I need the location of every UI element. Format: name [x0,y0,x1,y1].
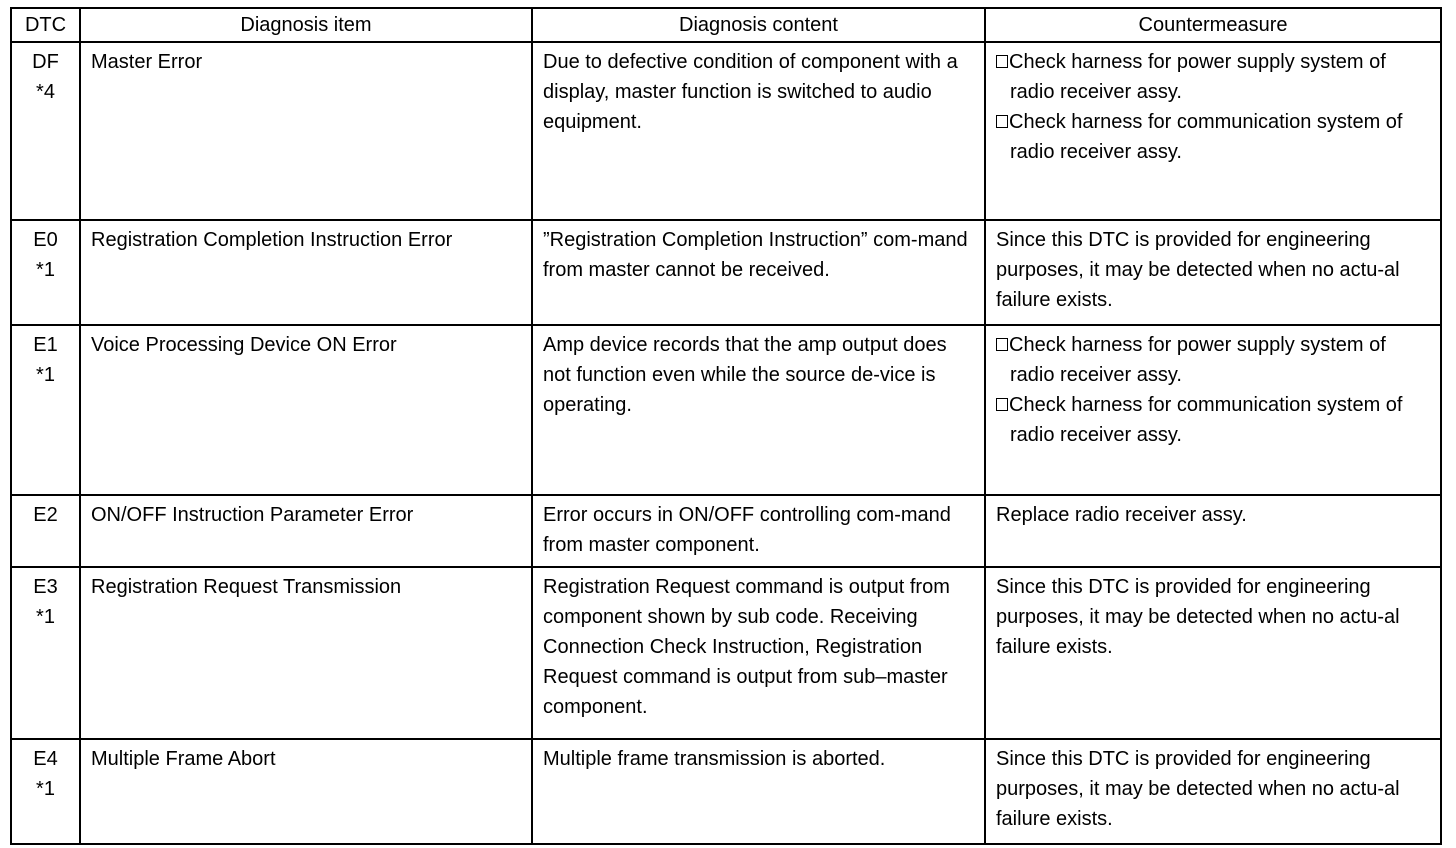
header-dtc: DTC [11,8,80,42]
dtc-cell [11,495,80,567]
dtc-cell [11,42,80,220]
countermeasure-cell: Since this DTC is provided for engineering purposes, it may be detected when no actu-al failure exists. [985,739,1441,844]
dtc-code: E1 [33,334,58,356]
checkbox-square-icon [996,55,1008,68]
diagnosis-item-cell: Multiple Frame Abort [80,739,532,844]
bullet-text: Check harness for power supply system of radio receiver assy. [1009,334,1386,386]
countermeasure-bullet [996,107,1430,167]
table-row [11,325,1441,495]
dtc-cell [11,739,80,844]
dtc-cell [11,325,80,495]
table-row [11,567,1441,739]
table-row [11,42,1441,220]
table-header-row [11,8,1441,42]
countermeasure-cell: Since this DTC is provided for engineering purposes, it may be detected when no actu-al failure exists. [985,220,1441,325]
table-row [11,220,1441,325]
diagnosis-content-cell: Registration Request command is output from component shown by sub code. Receiving Connection Check Instruction, Registration Request command is output from sub–master component. [532,567,985,739]
header-diagnosis-content: Diagnosis content [532,8,985,42]
countermeasure-cell: Since this DTC is provided for engineering purposes, it may be detected when no actu-al failure exists. [985,567,1441,739]
dtc-note: *4 [36,81,55,103]
bullet-text: Check harness for communication system of radio receiver assy. [1009,394,1403,446]
countermeasure-bullet [996,330,1430,390]
dtc-code: DF [32,51,59,73]
countermeasure-cell: Replace radio receiver assy. [985,495,1441,567]
dtc-code: E4 [33,748,58,770]
dtc-note: *1 [36,259,55,281]
dtc-table-container [10,7,1442,845]
countermeasure-cell [985,42,1441,220]
dtc-code: E2 [33,504,58,526]
diagnosis-item-cell: Registration Request Transmission [80,567,532,739]
checkbox-square-icon [996,338,1008,351]
diagnosis-content-cell: Error occurs in ON/OFF controlling com-mand from master component. [532,495,985,567]
dtc-cell [11,567,80,739]
checkbox-square-icon [996,398,1008,411]
diagnosis-item-cell: Registration Completion Instruction Error [80,220,532,325]
dtc-note: *1 [36,778,55,800]
dtc-note: *1 [36,364,55,386]
countermeasure-cell [985,325,1441,495]
table-row [11,495,1441,567]
bullet-text: Check harness for communication system of radio receiver assy. [1009,111,1403,163]
dtc-code: E3 [33,576,58,598]
bullet-text: Check harness for power supply system of radio receiver assy. [1009,51,1386,103]
diagnosis-item-cell: ON/OFF Instruction Parameter Error [80,495,532,567]
diagnosis-content-cell: Multiple frame transmission is aborted. [532,739,985,844]
countermeasure-bullet [996,390,1430,450]
dtc-note: *1 [36,606,55,628]
dtc-table [10,7,1442,845]
countermeasure-bullet [996,47,1430,107]
diagnosis-item-cell: Voice Processing Device ON Error [80,325,532,495]
diagnosis-content-cell: ”Registration Completion Instruction” com-mand from master cannot be received. [532,220,985,325]
header-diagnosis-item: Diagnosis item [80,8,532,42]
dtc-code: E0 [33,229,58,251]
table-row [11,739,1441,844]
diagnosis-content-cell: Due to defective condition of component with a display, master function is switched to audio equipment. [532,42,985,220]
diagnosis-item-cell: Master Error [80,42,532,220]
checkbox-square-icon [996,115,1008,128]
dtc-cell [11,220,80,325]
diagnosis-content-cell: Amp device records that the amp output does not function even while the source de-vice is operating. [532,325,985,495]
header-countermeasure: Countermeasure [985,8,1441,42]
